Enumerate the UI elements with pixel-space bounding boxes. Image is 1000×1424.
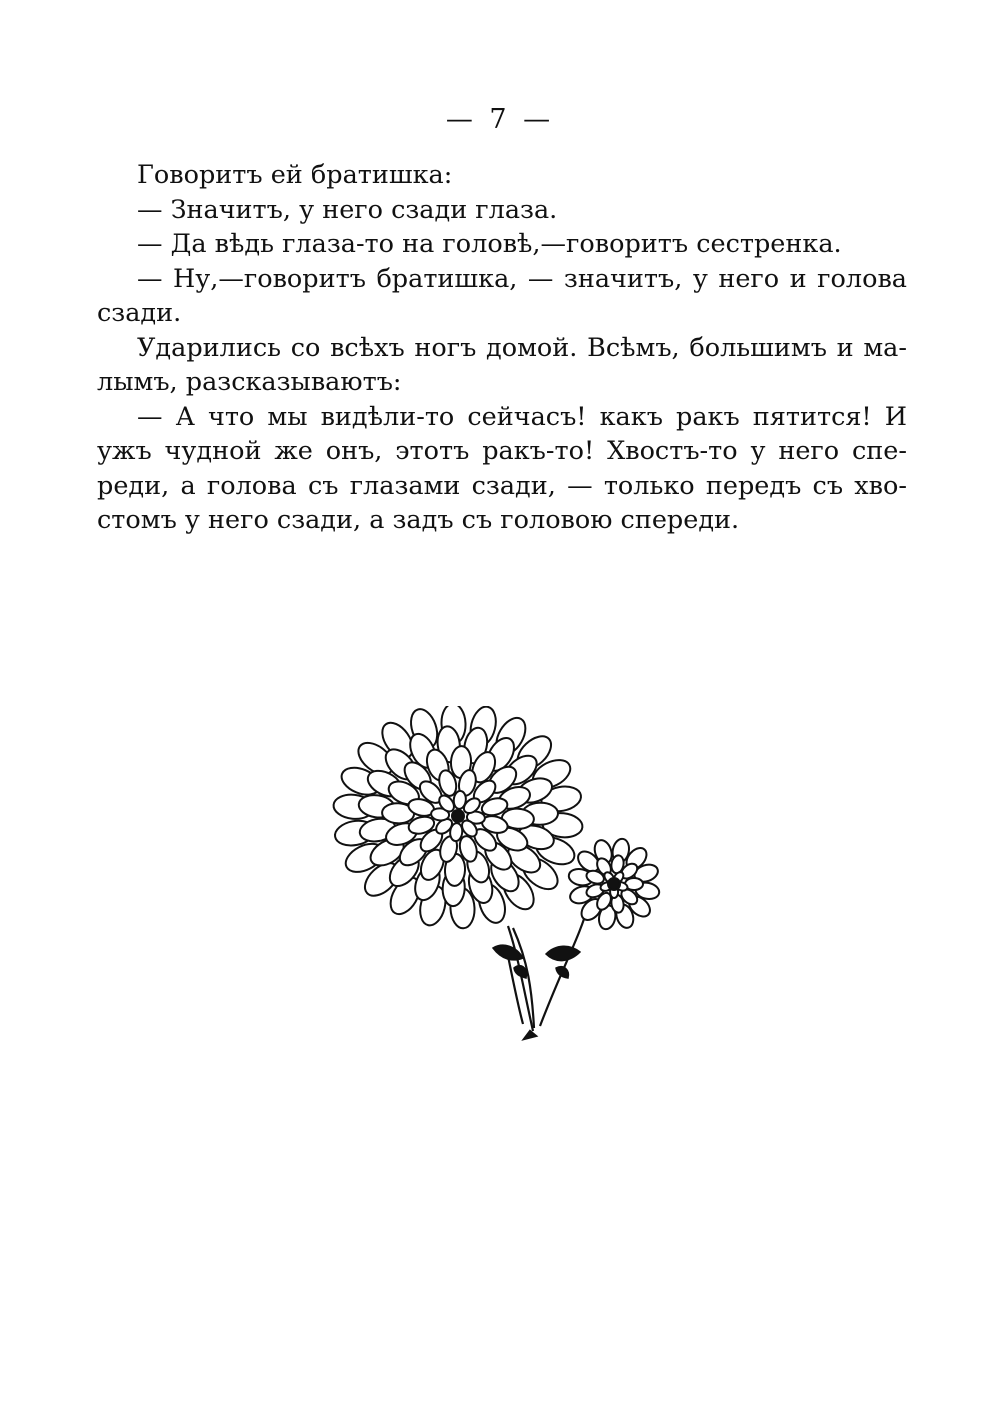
text-line: — Да вѣдь глаза-то на головѣ,—говоритъ сестренка. bbox=[137, 229, 842, 259]
text-line: реди, а голова съ глазами сзади, — только передъ съ хво- bbox=[97, 470, 907, 501]
chrysanthemum-flower-icon bbox=[318, 706, 690, 1042]
small-flower-bud bbox=[567, 837, 660, 930]
body-text bbox=[97, 158, 907, 538]
page-number: — 7 — bbox=[445, 104, 555, 135]
text-line: стомъ у него сзади, а задъ съ головою спереди. bbox=[97, 505, 740, 535]
flower-center bbox=[608, 878, 620, 890]
flower-center bbox=[452, 810, 464, 822]
text-line: Говоритъ ей братишка: bbox=[137, 160, 453, 190]
text-line: сзади. bbox=[97, 298, 182, 328]
text-line: — Ну,—говоритъ братишка, — значитъ, у него и голова bbox=[137, 263, 907, 294]
text-line: ужъ чудной же онъ, этотъ ракъ-то! Хвостъ-то у него спе- bbox=[97, 436, 907, 466]
large-flower-head bbox=[332, 706, 583, 929]
text-line: Ударились со всѣхъ ногъ домой. Всѣмъ, большимъ и ма- bbox=[137, 332, 907, 363]
text-line: — Значитъ, у него сзади глаза. bbox=[137, 194, 558, 225]
text-line: — А что мы видѣли-то сейчасъ! какъ ракъ пятится! И bbox=[137, 401, 907, 432]
text-line: лымъ, разсказываютъ: bbox=[97, 367, 402, 397]
